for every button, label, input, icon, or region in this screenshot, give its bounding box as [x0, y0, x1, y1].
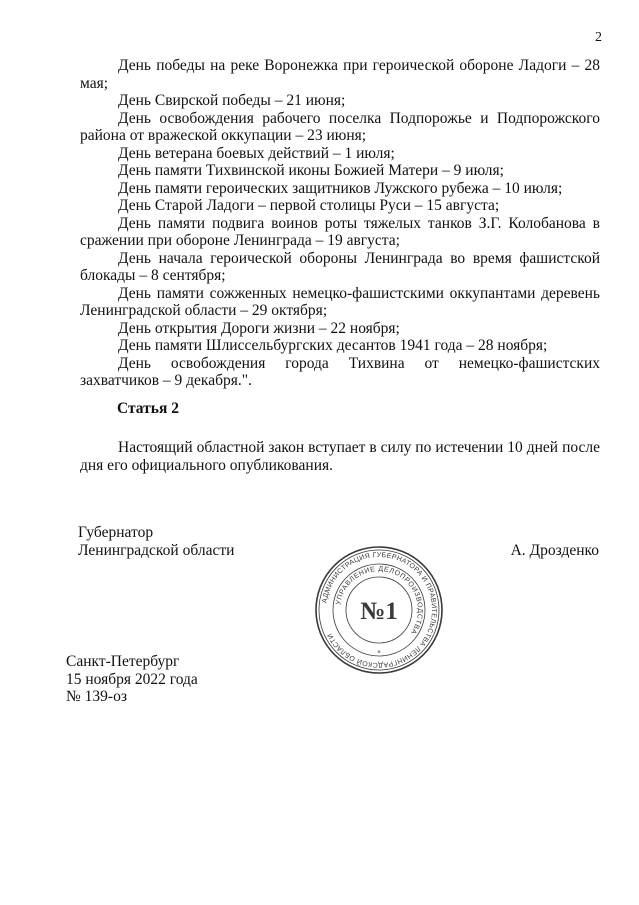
seal-center-number: №1: [360, 598, 398, 625]
article-text: Настоящий областной закон вступает в силу по истечении 10 дней после дня его официального опубликования.: [80, 439, 600, 474]
holiday-item: День памяти подвига воинов роты тяжелых танков З.Г. Колобанова в сражении при обороне Ленинграда – 19 августа;: [80, 214, 600, 249]
signatory-title-line: Губернатор: [78, 524, 154, 541]
law-number: № 139-оз: [66, 688, 127, 705]
holiday-item: День освобождения рабочего поселка Подпорожье и Подпорожского района от вражеской оккупации – 23 июня;: [80, 109, 600, 144]
article-heading: Статья 2: [117, 400, 179, 417]
adoption-date: 15 ноября 2022 года: [66, 670, 198, 688]
holiday-item: День памяти Шлиссельбургских десантов 1941 года – 28 ноября;: [118, 337, 548, 354]
seal-star-icon: *: [377, 649, 381, 657]
holiday-item: День открытия Дороги жизни – 22 ноября;: [118, 319, 400, 337]
signatory-name: А. Дрозденко: [510, 542, 599, 559]
holiday-item: День памяти героических защитников Лужского рубежа – 10 июля;: [118, 179, 563, 197]
holiday-item: День памяти Тихвинской иконы Божией Матери – 9 июля;: [118, 162, 504, 179]
place-and-date: [66, 653, 198, 706]
holiday-item: День ветерана боевых действий – 1 июля;: [118, 144, 395, 162]
signatory-title-line: Ленинградской области: [78, 541, 235, 559]
holiday-list: [80, 57, 600, 390]
page-number: 2: [595, 30, 602, 45]
holiday-item: День начала героической обороны Ленинграда во время фашистской блокады – 8 сентября;: [80, 249, 600, 284]
holiday-item: День победы на реке Воронежка при героической обороне Ладоги – 28 мая;: [80, 57, 600, 92]
holiday-item: День освобождения города Тихвина от немецко-фашистских захватчиков – 9 декабря.".: [80, 354, 600, 389]
holiday-item: День памяти сожженных немецко-фашистскими оккупантами деревень Ленинградской области – 29 октября;: [80, 284, 600, 319]
seal-inner-text: УПРАВЛЕНИЕ ДЕЛОПРОИЗВОДСТВА: [335, 565, 424, 636]
holiday-item: День Свирской победы – 21 июня;: [118, 92, 346, 109]
place-city: Санкт-Петербург: [66, 653, 180, 670]
official-seal: [314, 545, 444, 675]
holiday-item: День Старой Ладоги – первой столицы Руси – 15 августа;: [118, 197, 500, 214]
seal-outer-text: АДМИНИСТРАЦИЯ ГУБЕРНАТОРА И ПРАВИТЕЛЬСТВА ЛЕНИНГРАДСКОЙ ОБЛАСТИ: [321, 551, 438, 669]
signatory-title: [78, 524, 234, 559]
